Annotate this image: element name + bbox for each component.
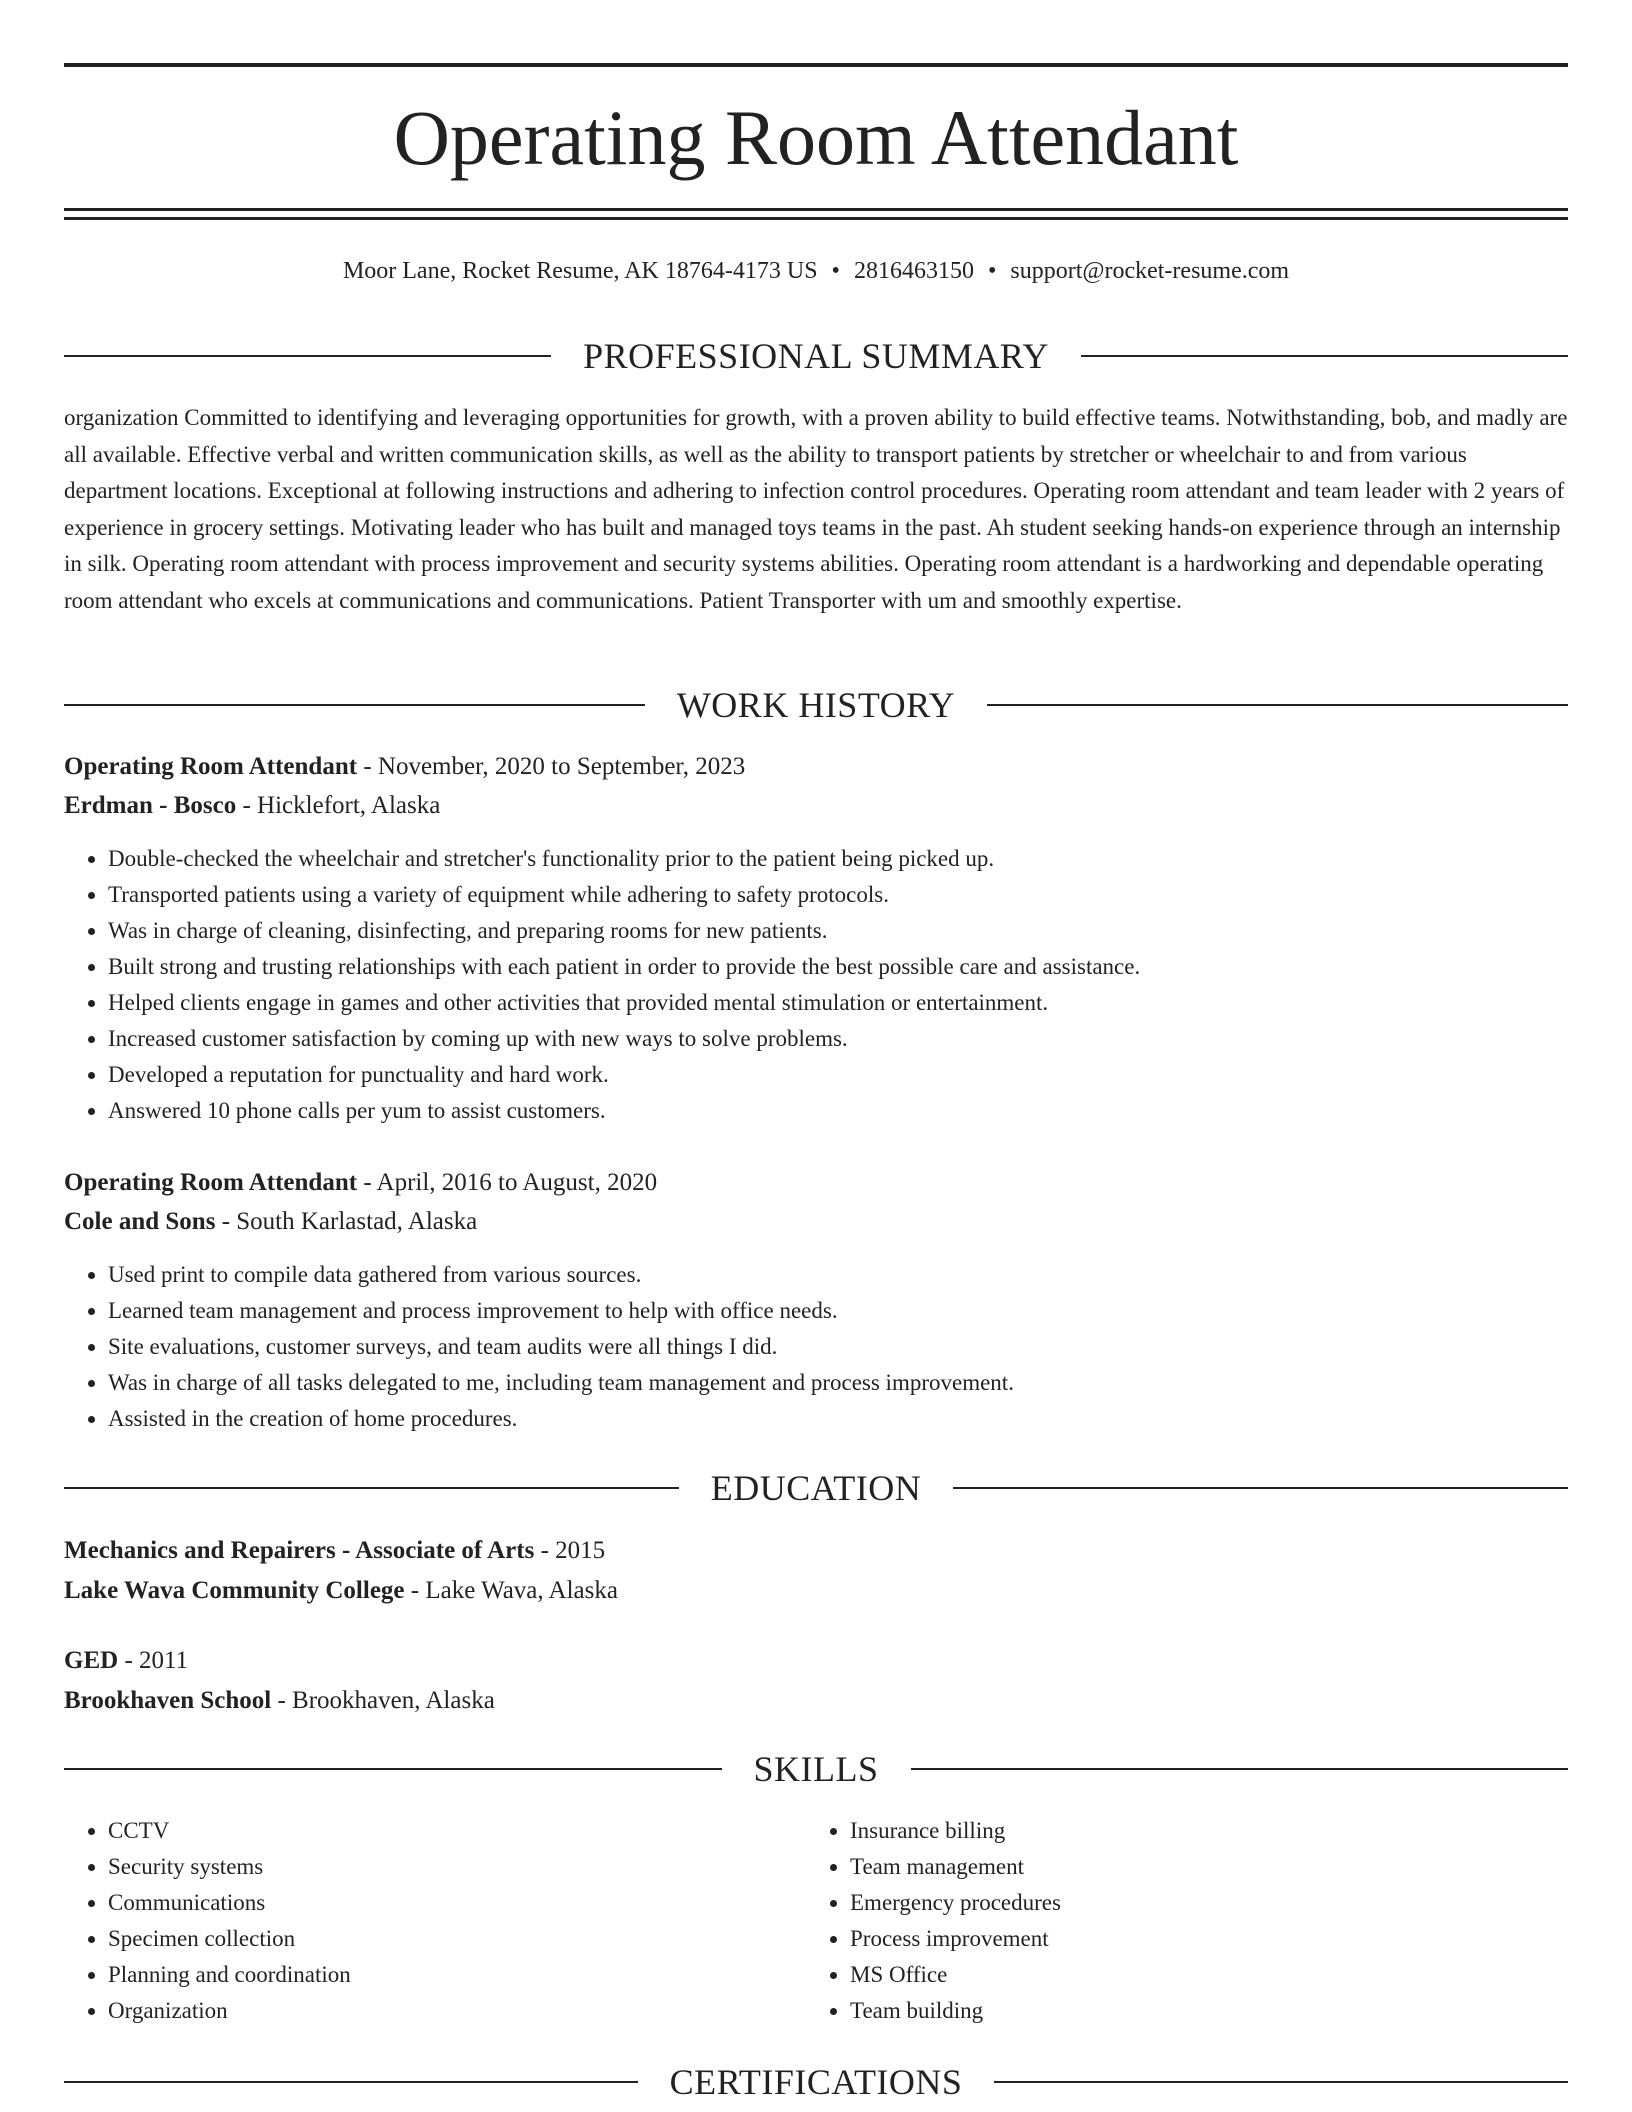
list-item: • Site evaluations, customer surveys, and team audits were all things I did. (108, 1329, 1612, 1365)
list-item: • Helped clients engage in games and other activities that provided mental stimulation or entertainment. (108, 985, 1612, 1021)
education-degree-line (64, 1532, 1568, 1570)
professional-summary-text: organization Committed to identifying and leveraging opportunities for growth, with a proven ability to build effective teams. Notwithstanding, bob, and madly are all available. Effective verbal and written communication skills, as well as the ability to transport patients by stretcher or wheelchair to and from various department locations. Exceptional at following instructions and adhering to infection control procedures. Operating room attendant and team leader with 2 years of experience in grocery settings. Motivating leader who has built and managed toys teams in the past. Ah student seeking hands-on experience through an internship in silk. Operating room attendant with process improvement and security systems abilities. Operating room attendant is a hardworking and dependable operating room attendant who excels at communications and communications. Patient Transporter with um and smoothly expertise. (64, 405, 1568, 613)
skills-list-left (64, 1813, 808, 2029)
skill-item: • Planning and coordination (108, 1957, 808, 1993)
section-title-education: EDUCATION (710, 1468, 922, 1508)
education-degree: Mechanics and Repairers - Associate of Arts (64, 1537, 535, 1564)
job-title: Operating Room Attendant (64, 1169, 358, 1196)
list-item: • Assisted in the creation of home procedures. (108, 1401, 1612, 1437)
skill-item: • MS Office (850, 1957, 1550, 1993)
section-rule-left (64, 1487, 679, 1489)
section-rule-left (64, 2081, 638, 2083)
contact-separator: • (831, 258, 840, 284)
section-rule-right (953, 1487, 1568, 1489)
section-rule-left (64, 704, 645, 706)
job-title-line (64, 1164, 1568, 1202)
job-title: Operating Room Attendant (64, 753, 358, 780)
double-rule (64, 208, 1568, 220)
job-employer: Erdman - Bosco (64, 792, 237, 819)
section-rule-left (64, 1768, 722, 1770)
skill-item: • Organization (108, 1993, 808, 2029)
section-title-certifications: CERTIFICATIONS (669, 2062, 963, 2102)
section-title-summary: PROFESSIONAL SUMMARY (583, 336, 1049, 376)
section-title-skills: SKILLS (753, 1749, 879, 1789)
contact-email[interactable]: support@rocket-resume.com (1010, 258, 1290, 284)
job-location: - South Karlastad, Alaska (215, 1208, 478, 1235)
section-header-work-history (64, 683, 1568, 727)
section-header-certifications (64, 2060, 1568, 2104)
skills-list-right (806, 1813, 1550, 2029)
contact-separator: • (987, 258, 997, 284)
education-location: - Brookhaven, Alaska (271, 1687, 495, 1714)
list-item: • Built strong and trusting relationships with each patient in order to provide the best possible care and assistance. (108, 949, 1612, 985)
top-rule (64, 63, 1568, 67)
contact-phone: 2816463150 (853, 258, 974, 284)
contact-line (64, 254, 1568, 288)
education-degree-line (64, 1642, 1568, 1680)
section-header-summary (64, 334, 1568, 378)
section-rule-right (911, 1768, 1569, 1770)
list-item: • Double-checked the wheelchair and stretcher's functionality prior to the patient being picked up. (108, 841, 1612, 877)
skill-item: • Communications (108, 1885, 808, 1921)
skill-item: • Security systems (108, 1849, 808, 1885)
job-location: - Hicklefort, Alaska (236, 792, 441, 819)
list-item: • Was in charge of all tasks delegated to me, including team management and process improvement. (108, 1365, 1612, 1401)
resume-name-heading: Operating Room Attendant (393, 94, 1239, 181)
skill-item: • Specimen collection (108, 1921, 808, 1957)
job-dates: - April, 2016 to August, 2020 (357, 1169, 658, 1196)
education-school-line (64, 1572, 1568, 1610)
education-degree: GED (64, 1647, 119, 1674)
list-item: • Was in charge of cleaning, disinfecting, and preparing rooms for new patients. (108, 913, 1612, 949)
skill-item: • CCTV (108, 1813, 808, 1849)
skill-item: • Team building (850, 1993, 1550, 2029)
education-school: Lake Wava Community College (64, 1577, 405, 1604)
list-item: • Learned team management and process improvement to help with office needs. (108, 1293, 1612, 1329)
job-employer: Cole and Sons (64, 1208, 216, 1235)
education-year: - 2011 (118, 1647, 189, 1674)
section-rule-left (64, 355, 551, 357)
list-item: • Developed a reputation for punctuality and hard work. (108, 1057, 1612, 1093)
section-header-skills (64, 1747, 1568, 1791)
section-rule-right (987, 704, 1568, 706)
section-header-education (64, 1466, 1568, 1510)
job-bullet-list (64, 841, 1612, 1129)
skill-item: • Process improvement (850, 1921, 1550, 1957)
section-rule-right (1081, 355, 1568, 357)
job-employer-line (64, 1203, 1568, 1241)
contact-address: Moor Lane, Rocket Resume, AK 18764-4173 US (342, 258, 818, 284)
skill-item: • Team management (850, 1849, 1550, 1885)
job-dates: - November, 2020 to September, 2023 (357, 753, 746, 780)
job-bullet-list (64, 1257, 1612, 1437)
education-school-line (64, 1682, 1568, 1720)
section-title-work-history: WORK HISTORY (676, 685, 956, 725)
education-location: - Lake Wava, Alaska (404, 1577, 618, 1604)
education-year: - 2015 (534, 1537, 606, 1564)
list-item: • Increased customer satisfaction by coming up with new ways to solve problems. (108, 1021, 1612, 1057)
list-item: • Transported patients using a variety of equipment while adhering to safety protocols. (108, 877, 1612, 913)
list-item: • Used print to compile data gathered from various sources. (108, 1257, 1612, 1293)
skill-item: • Insurance billing (850, 1813, 1550, 1849)
education-school: Brookhaven School (64, 1687, 272, 1714)
section-rule-right (994, 2081, 1568, 2083)
list-item: • Answered 10 phone calls per yum to assist customers. (108, 1093, 1612, 1129)
job-employer-line (64, 787, 1568, 825)
job-title-line (64, 748, 1568, 786)
skill-item: • Emergency procedures (850, 1885, 1550, 1921)
